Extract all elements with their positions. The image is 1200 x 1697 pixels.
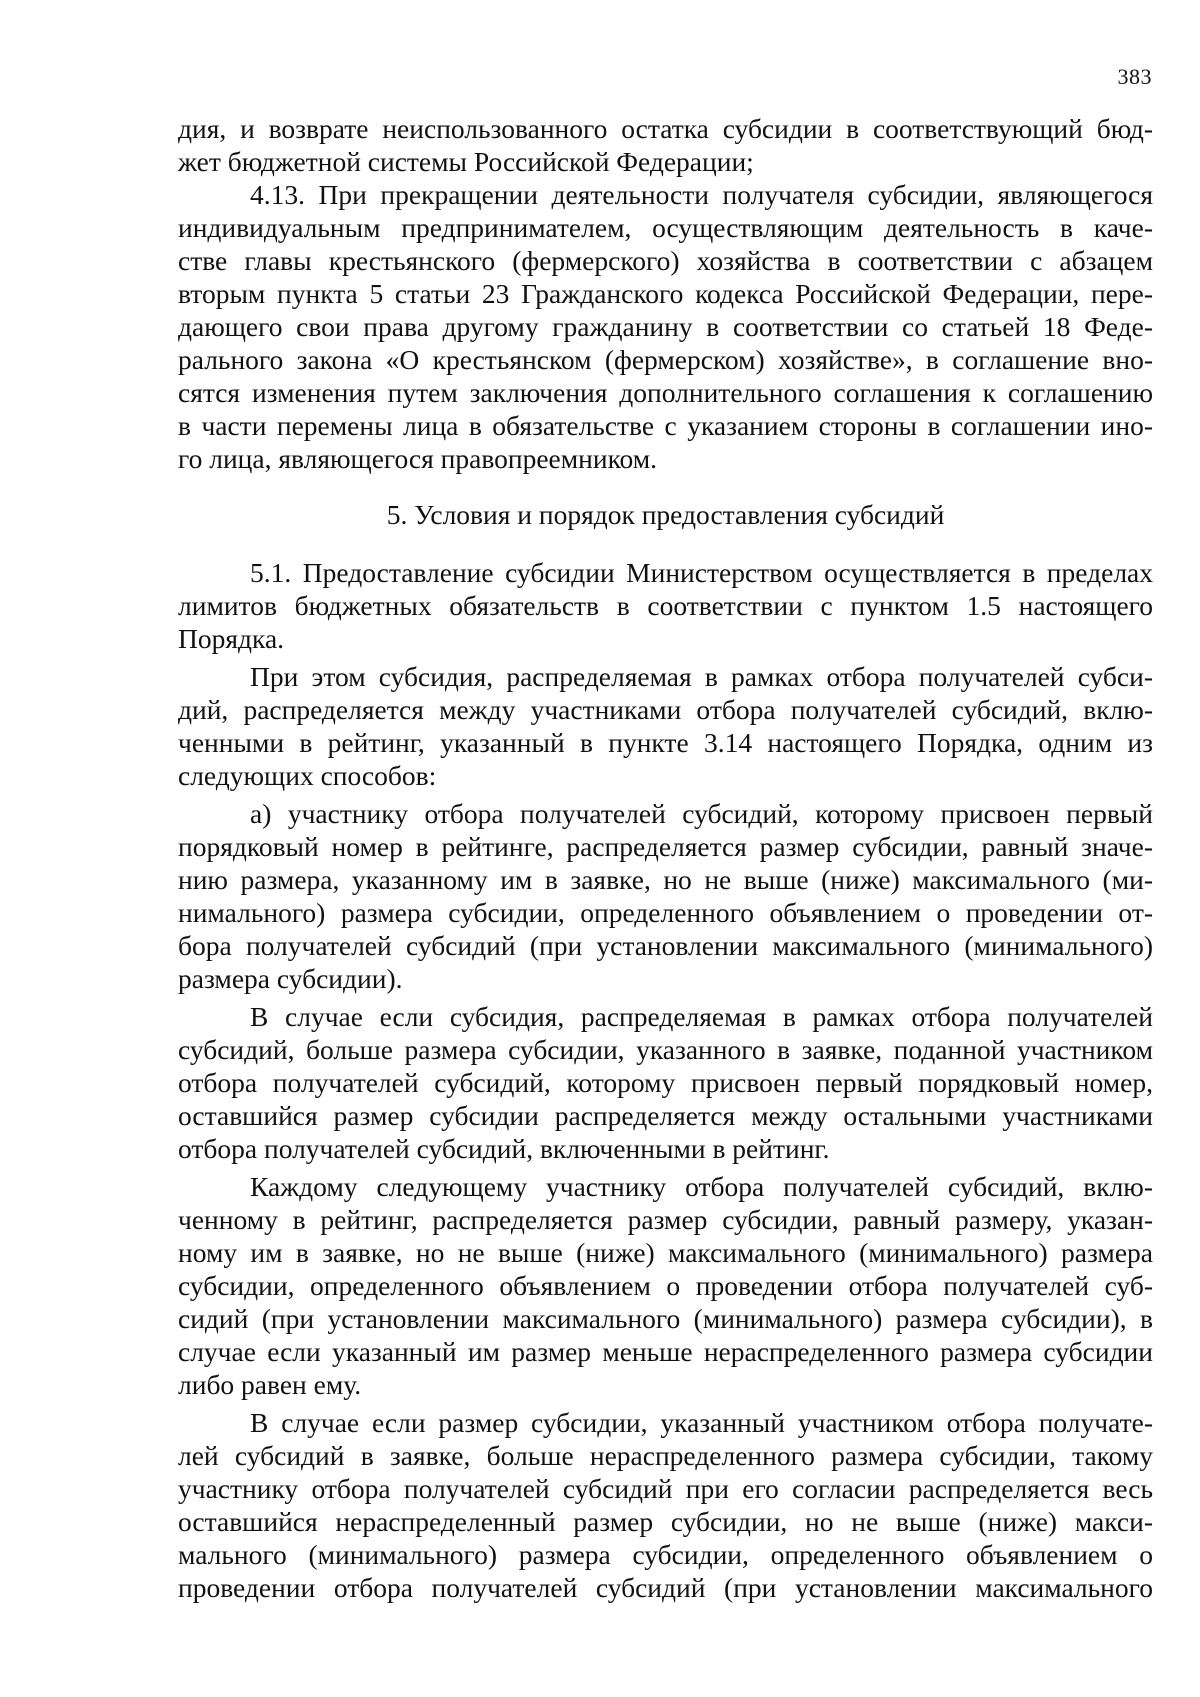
text-line: 4.13. При прекращении деятельности получателя субсидии, являющегося: [250, 179, 1153, 210]
text-line: участнику отбора получателей субсидий при его согласии распределяется весь: [178, 1473, 1153, 1504]
text-line: ченными в рейтинг, указанный в пункте 3.14 настоящего Порядка, одним из: [178, 727, 1153, 758]
text-line: сятся изменения путем заключения дополнительного соглашения к соглашению: [178, 377, 1153, 408]
text-line: оставшийся размер субсидии распределяется между остальными участниками: [178, 1100, 1153, 1131]
text-line: отбора получателей субсидий, которому присвоен первый порядковый номер,: [178, 1067, 1153, 1098]
text-line: сидий (при установлении максимального (минимального) размера субсидии), в: [178, 1303, 1153, 1334]
text-line: Каждому следующему участнику отбора получателей субсидий, вклю-: [250, 1171, 1153, 1202]
text-line: оставшийся нераспределенный размер субсидии, но не выше (ниже) макси-: [178, 1506, 1153, 1537]
paragraph: [178, 1406, 1153, 1604]
text-line: индивидуальным предпринимателем, осуществляющим деятельность в каче-: [178, 212, 1153, 243]
text-line: дия, и возврате неиспользованного остатка субсидии в соответствующий бюд-: [178, 113, 1153, 144]
text-line: нию размера, указанному им в заявке, но не выше (ниже) максимального (ми-: [178, 864, 1153, 895]
text-line: 5.1. Предоставление субсидии Министерством осуществляется в пределах: [250, 557, 1153, 588]
text-line: В случае если субсидия, распределяемая в рамках отбора получателей: [250, 1001, 1153, 1032]
document-body: [178, 112, 1153, 1604]
text-line: размера субсидии).: [178, 963, 403, 994]
text-line: нимального) размера субсидии, определенного объявлением о проведении от-: [178, 897, 1153, 928]
page-number: 383: [1117, 64, 1152, 89]
text-line: а) участнику отбора получателей субсидий, которому присвоен первый: [250, 798, 1153, 829]
text-line: отбора получателей субсидий, включенными в рейтинг.: [178, 1133, 830, 1164]
text-line: порядковый номер в рейтинге, распределяется размер субсидии, равный значе-: [178, 831, 1153, 862]
text-line: При этом субсидия, распределяемая в рамках отбора получателей субси-: [250, 661, 1153, 692]
paragraph: [178, 660, 1153, 792]
paragraph: [178, 1000, 1153, 1165]
text-line: бора получателей субсидий (при установлении максимального (минимального): [178, 930, 1153, 961]
paragraph: [178, 797, 1153, 995]
text-line: жет бюджетной системы Российской Федерации;: [178, 146, 754, 177]
text-line: субсидий, больше размера субсидии, указанного в заявке, поданной участником: [178, 1034, 1153, 1065]
paragraph: [178, 556, 1153, 655]
paragraph: [178, 178, 1153, 475]
text-line: мального (минимального) размера субсидии, определенного объявлением о: [178, 1539, 1153, 1570]
text-line: дий, распределяется между участниками отбора получателей субсидий, вклю-: [178, 694, 1153, 725]
text-line: рального закона «О крестьянском (фермерском) хозяйстве», в соглашение вно-: [178, 344, 1153, 375]
text-line: в части перемены лица в обязательстве с указанием стороны в соглашении ино-: [178, 410, 1153, 441]
text-line: дающего свои права другому гражданину в соответствии со статьей 18 Феде-: [178, 311, 1153, 342]
text-line: субсидии, определенного объявлением о проведении отбора получателей суб-: [178, 1270, 1153, 1301]
text-line: проведении отбора получателей субсидий (при установлении максимального: [178, 1572, 1153, 1603]
text-line: вторым пункта 5 статьи 23 Гражданского кодекса Российской Федерации, пере-: [178, 278, 1153, 309]
text-line: лей субсидий в заявке, больше нераспределенного размера субсидии, такому: [178, 1440, 1153, 1471]
text-line: ченному в рейтинг, распределяется размер субсидии, равный размеру, указан-: [178, 1204, 1153, 1235]
section-heading: 5. Условия и порядок предоставления субсидий: [386, 499, 945, 530]
text-line: следующих способов:: [178, 760, 437, 791]
text-line: стве главы крестьянского (фермерского) хозяйства в соответствии с абзацем: [178, 245, 1153, 276]
text-line: либо равен ему.: [178, 1369, 362, 1400]
text-line: го лица, являющегося правопреемником.: [178, 443, 658, 474]
text-line: Порядка.: [178, 623, 285, 654]
text-line: ному им в заявке, но не выше (ниже) максимального (минимального) размера: [178, 1237, 1153, 1268]
paragraph: [178, 112, 1153, 178]
paragraph: [178, 1170, 1153, 1401]
text-line: случае если указанный им размер меньше нераспределенного размера субсидии: [178, 1336, 1153, 1367]
text-line: лимитов бюджетных обязательств в соответствии с пунктом 1.5 настоящего: [178, 590, 1153, 621]
text-line: В случае если размер субсидии, указанный участником отбора получате-: [250, 1407, 1153, 1438]
